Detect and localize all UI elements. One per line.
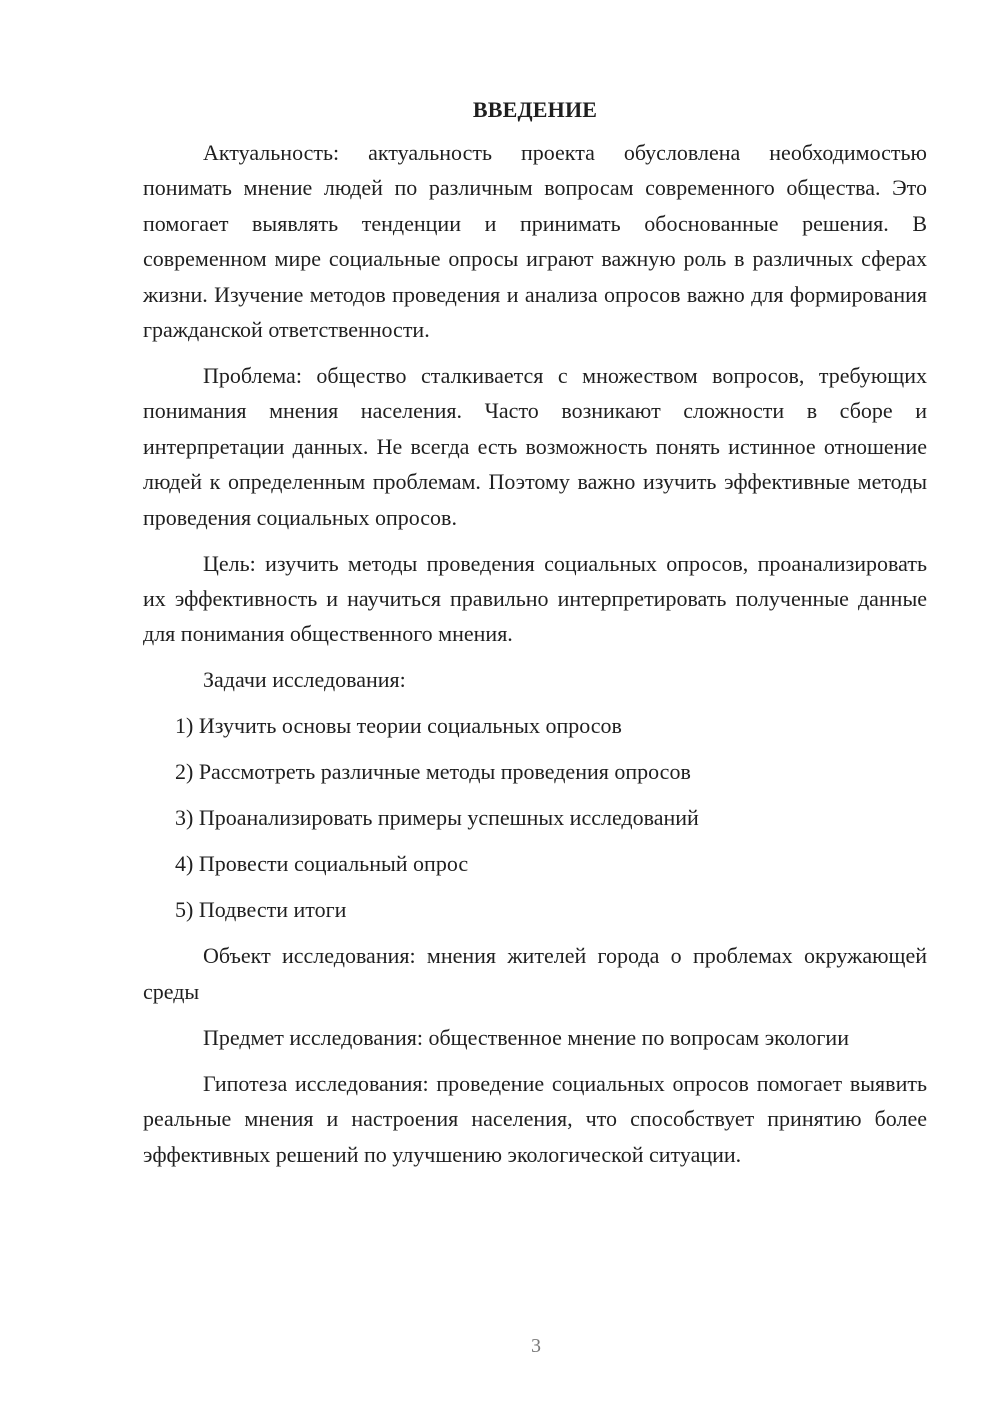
page-number: 3 <box>531 1335 541 1357</box>
subject-paragraph: Предмет исследования: общественное мнение по вопросам экологии <box>203 1024 849 1050</box>
problem-paragraph: Проблема: общество сталкивается с множеством вопросов, требующих понимания мнения населения. Часто возникают сложности в сборе и интерпретации данных. Не всегда есть возможность понять истинное отношение людей к определенным проблемам. Поэтому важно изучить эффективные методы проведения социальных опросов. <box>143 363 927 530</box>
task-item: 4) Провести социальный опрос <box>175 851 469 877</box>
section-title: ВВЕДЕНИЕ <box>472 97 598 122</box>
goal-paragraph: Цель: изучить методы проведения социальных опросов, проанализировать их эффективность и научиться правильно интерпретировать полученные данные для понимания общественного мнения. <box>143 550 927 647</box>
task-item: 5) Подвести итоги <box>175 897 347 923</box>
hypothesis-paragraph: Гипотеза исследования: проведение социальных опросов помогает выявить реальные мнения и настроения населения, что способствует принятию более эффективных решений по улучшению экологической ситуации. <box>143 1070 927 1167</box>
task-item: 1) Изучить основы теории социальных опросов <box>175 713 622 739</box>
tasks-list <box>143 708 927 927</box>
task-item: 3) Проанализировать примеры успешных исследований <box>175 805 699 831</box>
relevance-paragraph: Актуальность: актуальность проекта обусловлена необходимостью понимать мнение людей по различным вопросам современного общества. Это помогает выявлять тенденции и принимать обоснованные решения. В современном мире социальные опросы играют важную роль в различных сферах жизни. Изучение методов проведения и анализа опросов важно для формирования гражданской ответственности. <box>143 140 927 343</box>
object-paragraph: Объект исследования: мнения жителей города о проблемах окружающей среды <box>143 943 927 1004</box>
page-content <box>143 92 927 1183</box>
tasks-label: Задачи исследования: <box>203 667 406 693</box>
task-item: 2) Рассмотреть различные методы проведения опросов <box>175 759 691 785</box>
